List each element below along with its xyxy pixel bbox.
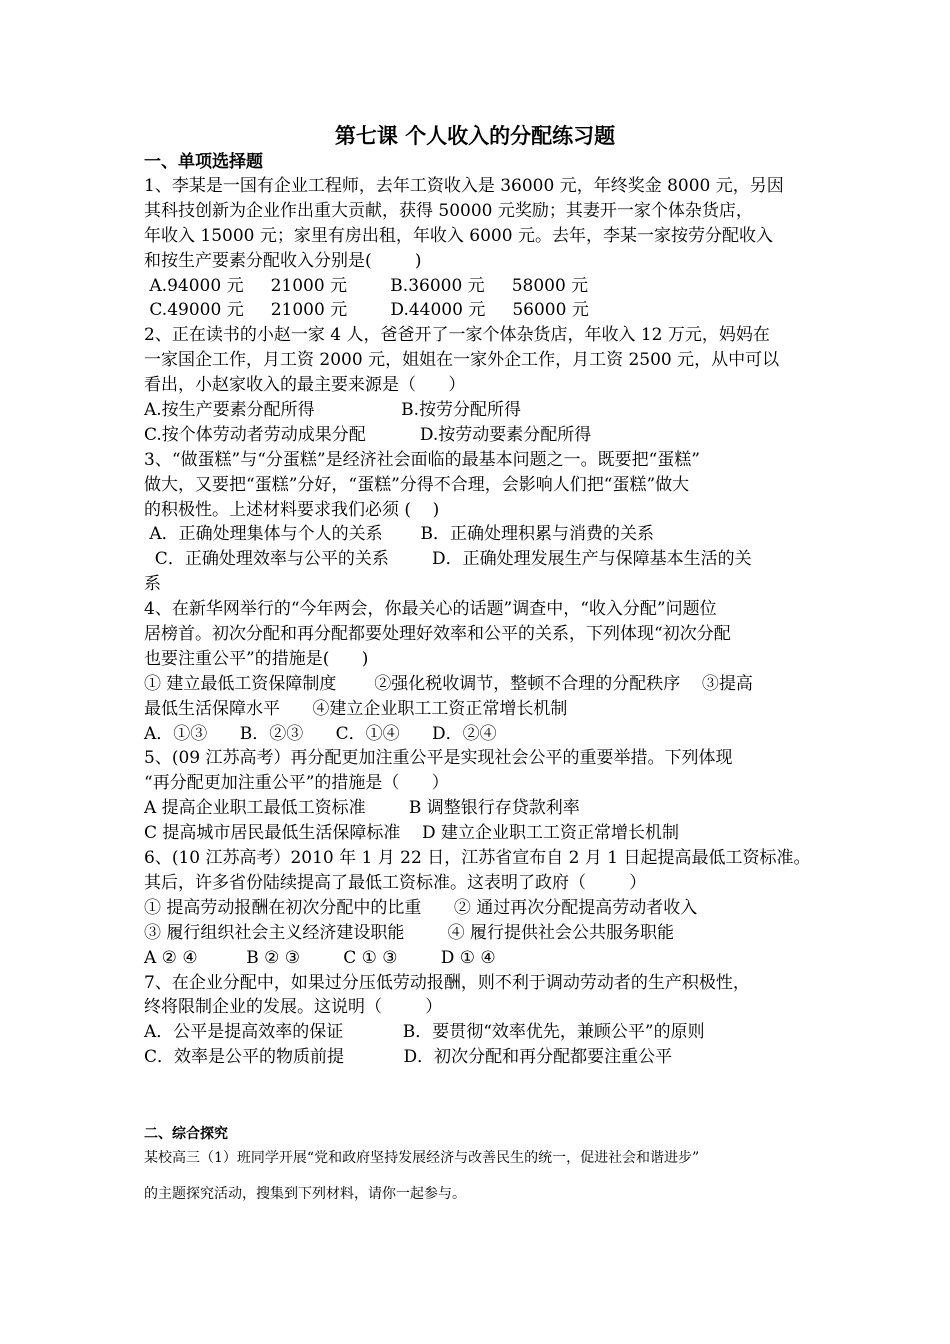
question-text-line: A.按生产要素分配所得 B.按劳分配所得 <box>144 400 522 421</box>
question-text-line: ① 提高劳动报酬在初次分配中的比重 ② 通过再次分配提高劳动者收入 <box>144 897 698 918</box>
question-text-line: 系 <box>144 574 161 595</box>
question-text-line: 看出，小赵家收入的最主要来源是（ ） <box>144 375 466 396</box>
question-text-line: C.49000 元 21000 元 D.44000 元 56000 元 <box>144 300 589 321</box>
question-text-line: 年收入 15000 元；家里有房出租，年收入 6000 元。去年，李某一家按劳分配收入 <box>144 225 773 246</box>
question-text-line: C.按个体劳动者劳动成果分配 D.按劳动要素分配所得 <box>144 424 592 445</box>
question-text-line: C．正确处理效率与公平的关系 D．正确处理发展生产与保障基本生活的关 <box>144 549 752 570</box>
question-text-line: A 提高企业职工最低工资标准 B 调整银行存贷款利率 <box>144 798 580 819</box>
question-list <box>144 174 824 1070</box>
question-text-line: 也要注重公平”的措施是( ) <box>144 648 369 669</box>
question-text-line: 做大，又要把“蛋糕”分好，“蛋糕”分得不合理，会影响人们把“蛋糕”做大 <box>144 474 690 495</box>
question-text-line: 居榜首。初次分配和再分配都要处理好效率和公平的关系，下列体现“初次分配 <box>144 624 731 645</box>
comprehensive-intro-line-2: 的主题探究活动，搜集到下列材料，请你一起参与。 <box>144 1186 466 1202</box>
question-text-line: C 提高城市居民最低生活保障标准 D 建立企业职工工资正常增长机制 <box>144 823 680 844</box>
question-text-line: C．效率是公平的物质前提 D．初次分配和再分配都要注重公平 <box>144 1047 673 1068</box>
question-text-line: 6、(10 江苏高考）2010 年 1 月 22 日，江苏省宣布自 2 月 1 日起提高最低工资标准。 <box>144 848 811 869</box>
question-text-line: 3、“做蛋糕”与“分蛋糕”是经济社会面临的最基本问题之一。既要把“蛋糕” <box>144 449 700 470</box>
question-text-line: 5、(09 江苏高考）再分配更加注重公平是实现社会公平的重要举措。下列体现 <box>144 748 733 769</box>
question-text-line: 其后，许多省份陆续提高了最低工资标准。这表明了政府（ ） <box>144 872 647 893</box>
page-title: 第七课 个人收入的分配练习题 <box>334 124 616 148</box>
question-text-line: 一家国企工作，月工资 2000 元，姐姐在一家外企工作，月工资 2500 元，从中可以 <box>144 350 780 371</box>
question-text-line: “再分配更加注重公平”的措施是（ ） <box>144 773 449 794</box>
question-text-line: A．①③ B．②③ C．①④ D．②④ <box>144 723 497 744</box>
section-heading-comprehensive: 二、综合探究 <box>144 1126 228 1142</box>
question-text-line: 1、李某是一国有企业工程师，去年工资收入是 36000 元，年终奖金 8000 元，另因 <box>144 176 784 196</box>
question-text-line: A.94000 元 21000 元 B.36000 元 58000 元 <box>144 275 589 296</box>
question-text-line: A．公平是提高效率的保证 B．要贯彻“效率优先，兼顾公平”的原则 <box>144 1022 705 1043</box>
question-text-line: 4、在新华网举行的“今年两会，你最关心的话题”调查中，“收入分配”问题位 <box>144 599 717 620</box>
question-text-line: 终将限制企业的发展。这说明（ ） <box>144 997 443 1018</box>
section-heading-single-choice: 一、单项选择题 <box>144 152 263 172</box>
question-text-line: 7、在企业分配中，如果过分压低劳动报酬，则不利于调动劳动者的生产积极性， <box>144 972 750 993</box>
question-text-line: 最低生活保障水平 ④建立企业职工工资正常增长机制 <box>144 698 568 719</box>
question-text-line: 的积极性。上述材料要求我们必须 ( ) <box>144 499 440 520</box>
question-text-line: 2、正在读书的小赵一家 4 人，爸爸开了一家个体杂货店，年收入 12 万元，妈妈在 <box>144 325 770 346</box>
question-text-line: ③ 履行组织社会主义经济建设职能 ④ 履行提供社会公共服务职能 <box>144 922 675 943</box>
question-text-line: A ② ④ B ② ③ C ① ③ D ① ④ <box>144 947 496 968</box>
question-text-line: 其科技创新为企业作出重大贡献，获得 50000 元奖励；其妻开一家个体杂货店， <box>144 200 753 221</box>
comprehensive-intro-line-1: 某校高三（1）班同学开展“党和政府坚持发展经济与改善民生的统一，促进社会和谐进步” <box>144 1150 700 1166</box>
question-text-line: 和按生产要素分配收入分别是( ) <box>144 250 422 271</box>
question-text-line: ① 建立最低工资保障制度 ②强化税收调节，整顿不合理的分配秩序 ③提高 <box>144 673 753 694</box>
question-text-line: A．正确处理集体与个人的关系 B．正确处理积累与消费的关系 <box>144 524 654 545</box>
